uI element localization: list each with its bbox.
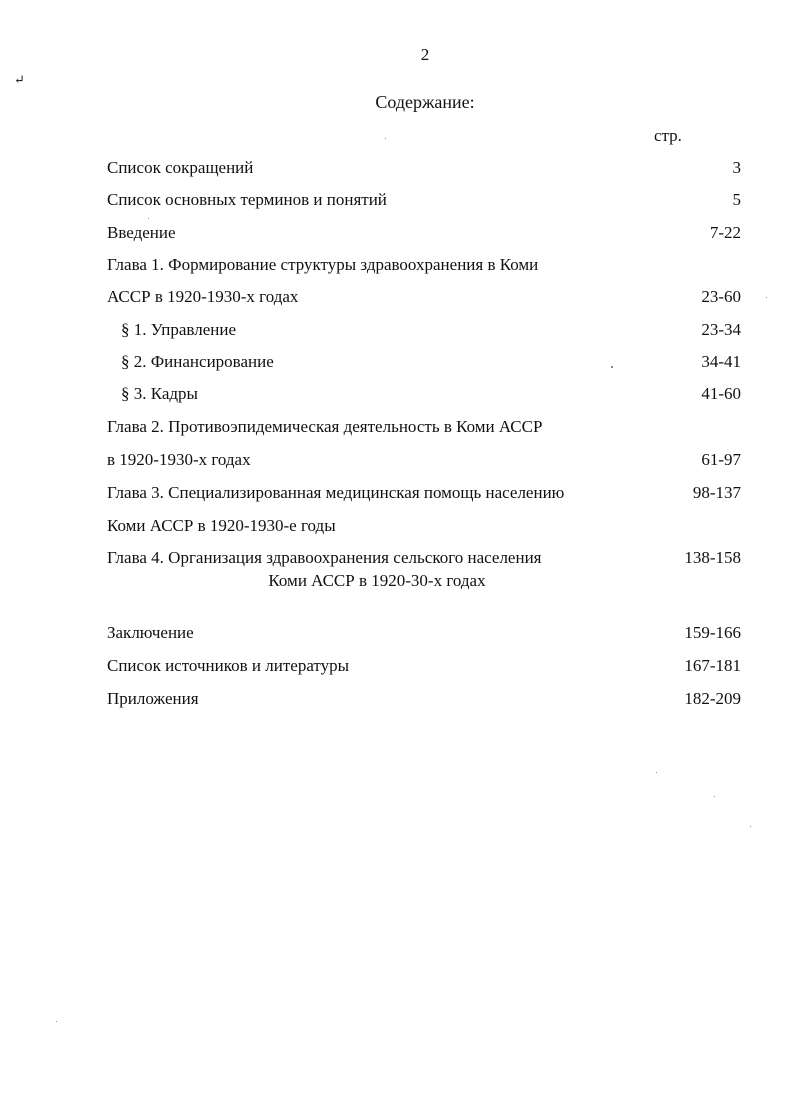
toc-entry-chapter-1-continued — [107, 285, 741, 309]
page-number: 2 — [420, 45, 430, 64]
toc-entry-chapter-4 — [107, 546, 741, 570]
scan-speck — [56, 1021, 57, 1022]
toc-entry-text: Глава 1. Формирование структуры здравоохранения в Коми — [107, 255, 539, 274]
toc-entry-text: § 1. Управление — [121, 320, 237, 339]
toc-entry-pages: 159-166 — [684, 623, 741, 642]
scan-speck — [714, 796, 715, 797]
toc-entry-pages: 5 — [732, 190, 741, 209]
toc-entry-pages: 61-97 — [701, 450, 741, 469]
toc-entry-text: Глава 2. Противоэпидемическая деятельность в Коми АССР — [107, 417, 543, 436]
toc-entry-pages: 138-158 — [684, 548, 741, 567]
toc-entry-pages: 3 — [732, 158, 741, 177]
scan-speck — [766, 297, 767, 298]
toc-entry-text: Список основных терминов и понятий — [107, 190, 387, 209]
toc-entry-chapter-4-continued: Коми АССР в 1920-30-х годах — [268, 571, 486, 590]
toc-entry-section-2 — [107, 350, 741, 374]
toc-entry-text: Список источников и литературы — [107, 656, 350, 675]
toc-entry-text: Приложения — [107, 689, 199, 708]
toc-entry-pages: 167-181 — [684, 656, 741, 675]
toc-entry-pages: 23-34 — [701, 320, 741, 339]
toc-entry-section-1 — [107, 318, 741, 342]
toc-entry-abbreviations — [107, 156, 741, 180]
toc-entry-pages: 23-60 — [701, 287, 741, 306]
toc-entry-sources — [107, 654, 741, 678]
toc-entry-chapter-3 — [107, 481, 741, 505]
toc-entry-text: Список сокращений — [107, 158, 254, 177]
toc-entry-text: Заключение — [107, 623, 194, 642]
toc-entry-pages: 34-41 — [701, 352, 741, 371]
scan-speck — [750, 826, 751, 827]
toc-entry-text: в 1920-1930-х годах — [107, 450, 251, 469]
toc-entry-text: Глава 3. Специализированная медицинская помощь населению — [107, 483, 565, 502]
scan-speck — [385, 138, 386, 139]
toc-entry-pages: 7-22 — [709, 223, 741, 242]
pages-column-label: стр. — [654, 126, 682, 145]
toc-entry-text: Коми АССР в 1920-1930-е годы — [107, 516, 336, 535]
toc-entry-appendices — [107, 687, 741, 711]
toc-entry-text: § 2. Финансирование — [121, 352, 274, 371]
toc-entry-chapter-1 — [107, 253, 741, 277]
scan-speck — [656, 772, 657, 773]
toc-entry-text: § 3. Кадры — [121, 384, 198, 403]
toc-entry-text: АССР в 1920-1930-х годах — [107, 287, 299, 306]
toc-entry-pages: 98-137 — [692, 483, 741, 502]
toc-entry-chapter-3-continued — [107, 514, 741, 538]
scan-speck — [148, 218, 149, 219]
toc-entry-terms — [107, 188, 741, 212]
scan-speck — [611, 366, 613, 368]
toc-entry-pages: 41-60 — [701, 384, 741, 403]
toc-entry-chapter-2 — [107, 415, 741, 439]
toc-entry-conclusion — [107, 621, 741, 645]
scan-artifact-mark: ↵ — [14, 72, 25, 87]
toc-entry-chapter-2-continued — [107, 448, 741, 472]
toc-entry-section-3 — [107, 382, 741, 406]
toc-entry-text: Введение — [107, 223, 176, 242]
toc-entry-pages: 182-209 — [684, 689, 741, 708]
toc-entry-text: Глава 4. Организация здравоохранения сельского населения — [107, 548, 542, 567]
toc-entry-introduction — [107, 221, 741, 245]
toc-heading: Содержание: — [375, 92, 475, 112]
